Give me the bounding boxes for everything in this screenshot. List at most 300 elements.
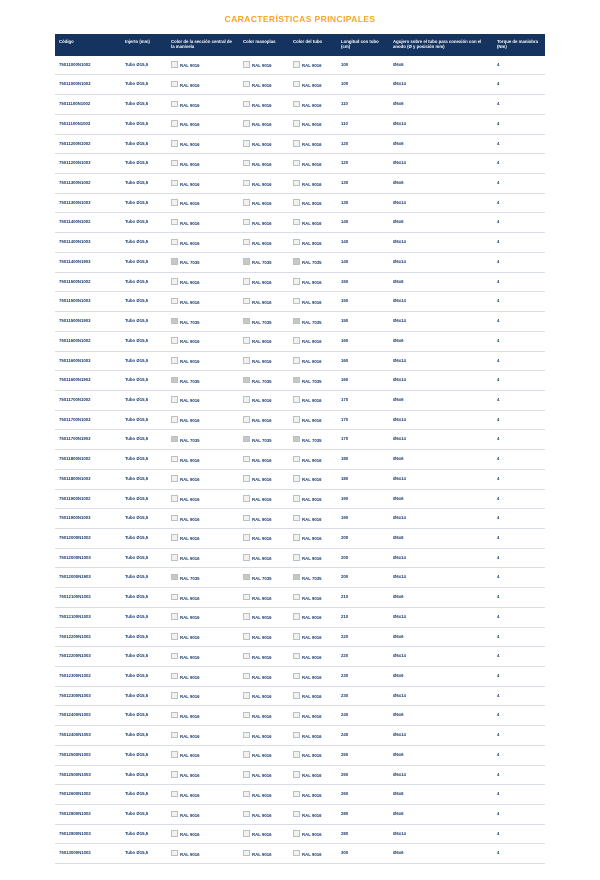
- cell-injerto: Tubo Ø15,5: [121, 193, 167, 213]
- cell-color-seccion-central: [167, 56, 239, 75]
- cell-agujero: Ø6x6: [389, 706, 493, 726]
- color-swatch-icon: [171, 258, 178, 265]
- cell-longitud: 230: [337, 686, 389, 706]
- cell-color-tubo: [289, 824, 337, 844]
- cell-codigo: 75011400N1002: [55, 213, 121, 233]
- cell-color-manoplas: [239, 410, 289, 430]
- color-label: RAL 9016: [302, 82, 322, 88]
- cell-torque: 4: [493, 588, 545, 608]
- cell-color-seccion-central: [167, 509, 239, 529]
- color-label: RAL 9016: [252, 102, 272, 108]
- color-label: RAL 9016: [252, 694, 272, 700]
- color-swatch-icon: [243, 337, 250, 344]
- cell-codigo: 75012100N1002: [55, 588, 121, 608]
- color-swatch-icon: [243, 692, 250, 699]
- table-row: [55, 174, 545, 194]
- cell-codigo: 75011000N1003: [55, 75, 121, 95]
- table-row: [55, 450, 545, 470]
- color-label: RAL 9016: [302, 457, 322, 463]
- cell-codigo: 75012000N1903: [55, 568, 121, 588]
- color-label: RAL 9016: [252, 477, 272, 483]
- cell-color-manoplas: [239, 75, 289, 95]
- color-swatch-icon: [171, 594, 178, 601]
- cell-color-manoplas: [239, 213, 289, 233]
- color-label: RAL 9016: [252, 299, 272, 305]
- cell-color-tubo: [289, 745, 337, 765]
- color-label: RAL 9016: [302, 674, 322, 680]
- cell-color-tubo: [289, 213, 337, 233]
- cell-color-manoplas: [239, 805, 289, 825]
- table-row: [55, 528, 545, 548]
- table-row: [55, 805, 545, 825]
- color-swatch-icon: [293, 219, 300, 226]
- cell-color-tubo: [289, 548, 337, 568]
- color-label: RAL 9016: [180, 595, 200, 601]
- cell-agujero: Ø6x14: [389, 430, 493, 450]
- color-swatch-icon: [293, 337, 300, 344]
- color-swatch-icon: [293, 357, 300, 364]
- cell-torque: 4: [493, 706, 545, 726]
- color-swatch-icon: [293, 554, 300, 561]
- cell-color-tubo: [289, 607, 337, 627]
- color-label: RAL 9016: [252, 516, 272, 522]
- color-swatch-icon: [293, 850, 300, 857]
- color-label: RAL 9016: [302, 181, 322, 187]
- color-label: RAL 9016: [302, 694, 322, 700]
- cell-agujero: Ø6x6: [389, 390, 493, 410]
- cell-agujero: Ø6x6: [389, 213, 493, 233]
- page-title: CARACTERÍSTICAS PRINCIPALES: [224, 14, 376, 24]
- cell-torque: 4: [493, 371, 545, 391]
- cell-color-manoplas: [239, 568, 289, 588]
- cell-longitud: 200: [337, 568, 389, 588]
- color-label: RAL 9016: [302, 102, 322, 108]
- column-header-torque: Torque de maniobra (Nm): [493, 34, 545, 56]
- cell-injerto: Tubo Ø15,5: [121, 588, 167, 608]
- cell-color-tubo: [289, 528, 337, 548]
- color-swatch-icon: [243, 515, 250, 522]
- table-row: [55, 390, 545, 410]
- color-label: RAL 9016: [180, 240, 200, 246]
- table-row: [55, 469, 545, 489]
- cell-injerto: Tubo Ø15,5: [121, 568, 167, 588]
- cell-color-manoplas: [239, 824, 289, 844]
- color-label: RAL 9016: [302, 299, 322, 305]
- color-swatch-icon: [243, 357, 250, 364]
- cell-longitud: 190: [337, 509, 389, 529]
- color-swatch-icon: [171, 337, 178, 344]
- table-row: [55, 667, 545, 687]
- color-label: RAL 9016: [252, 161, 272, 167]
- color-label: RAL 7035: [252, 378, 272, 384]
- color-swatch-icon: [243, 416, 250, 423]
- cell-color-manoplas: [239, 528, 289, 548]
- cell-color-tubo: [289, 331, 337, 351]
- cell-color-tubo: [289, 292, 337, 312]
- color-swatch-icon: [171, 318, 178, 325]
- table-row: [55, 331, 545, 351]
- cell-color-manoplas: [239, 312, 289, 332]
- color-label: RAL 9016: [302, 753, 322, 759]
- cell-injerto: Tubo Ø15,5: [121, 686, 167, 706]
- color-swatch-icon: [171, 574, 178, 581]
- color-swatch-icon: [243, 180, 250, 187]
- cell-torque: 4: [493, 410, 545, 430]
- cell-agujero: Ø6x6: [389, 805, 493, 825]
- cell-color-seccion-central: [167, 607, 239, 627]
- cell-agujero: Ø6x14: [389, 371, 493, 391]
- cell-color-tubo: [289, 588, 337, 608]
- color-swatch-icon: [171, 475, 178, 482]
- cell-injerto: Tubo Ø15,5: [121, 745, 167, 765]
- color-label: RAL 9016: [252, 753, 272, 759]
- color-label: RAL 9016: [252, 280, 272, 286]
- color-swatch-icon: [243, 436, 250, 443]
- cell-torque: 4: [493, 154, 545, 174]
- color-label: RAL 9016: [302, 595, 322, 601]
- cell-color-seccion-central: [167, 706, 239, 726]
- color-swatch-icon: [243, 554, 250, 561]
- cell-torque: 4: [493, 252, 545, 272]
- cell-color-seccion-central: [167, 528, 239, 548]
- cell-longitud: 120: [337, 134, 389, 154]
- color-label: RAL 7035: [252, 260, 272, 266]
- table-row: [55, 114, 545, 134]
- cell-longitud: 140: [337, 233, 389, 253]
- cell-torque: 4: [493, 114, 545, 134]
- cell-color-tubo: [289, 430, 337, 450]
- cell-codigo: 75011300N1002: [55, 174, 121, 194]
- cell-agujero: Ø6x14: [389, 75, 493, 95]
- color-label: RAL 9016: [252, 556, 272, 562]
- cell-torque: 4: [493, 233, 545, 253]
- cell-longitud: 220: [337, 627, 389, 647]
- color-swatch-icon: [293, 239, 300, 246]
- color-swatch-icon: [293, 61, 300, 68]
- cell-color-seccion-central: [167, 75, 239, 95]
- color-label: RAL 9016: [180, 398, 200, 404]
- color-swatch-icon: [293, 199, 300, 206]
- cell-color-manoplas: [239, 588, 289, 608]
- color-swatch-icon: [243, 653, 250, 660]
- cell-agujero: Ø6x6: [389, 627, 493, 647]
- cell-injerto: Tubo Ø15,5: [121, 410, 167, 430]
- cell-injerto: Tubo Ø15,5: [121, 469, 167, 489]
- cell-codigo: 75011400N1003: [55, 233, 121, 253]
- column-header-color-seccion-central: Color de la sección central de la manivela: [167, 34, 239, 56]
- cell-longitud: 210: [337, 588, 389, 608]
- cell-agujero: Ø6x14: [389, 154, 493, 174]
- color-label: RAL 9016: [252, 773, 272, 779]
- cell-longitud: 220: [337, 647, 389, 667]
- cell-agujero: Ø6x6: [389, 489, 493, 509]
- cell-injerto: Tubo Ø15,5: [121, 213, 167, 233]
- color-swatch-icon: [171, 456, 178, 463]
- color-label: RAL 9016: [302, 398, 322, 404]
- color-swatch-icon: [171, 160, 178, 167]
- cell-longitud: 100: [337, 56, 389, 75]
- cell-color-seccion-central: [167, 292, 239, 312]
- cell-color-manoplas: [239, 647, 289, 667]
- color-swatch-icon: [293, 771, 300, 778]
- color-swatch-icon: [293, 377, 300, 384]
- color-label: RAL 7035: [302, 575, 322, 581]
- color-swatch-icon: [293, 101, 300, 108]
- color-label: RAL 7035: [180, 437, 200, 443]
- table-header-row: [55, 34, 545, 56]
- cell-color-manoplas: [239, 765, 289, 785]
- color-swatch-icon: [171, 278, 178, 285]
- color-swatch-icon: [171, 81, 178, 88]
- cell-longitud: 130: [337, 174, 389, 194]
- cell-codigo: 75012100N1003: [55, 607, 121, 627]
- cell-color-tubo: [289, 489, 337, 509]
- cell-color-tubo: [289, 193, 337, 213]
- cell-torque: 4: [493, 805, 545, 825]
- color-label: RAL 7035: [180, 319, 200, 325]
- column-header-color-tubo: Color del tubo: [289, 34, 337, 56]
- cell-longitud: 170: [337, 410, 389, 430]
- cell-codigo: 75011700N1003: [55, 410, 121, 430]
- table-row: [55, 233, 545, 253]
- color-label: RAL 9016: [180, 851, 200, 857]
- cell-codigo: 75011100N1002: [55, 95, 121, 115]
- color-swatch-icon: [293, 456, 300, 463]
- cell-agujero: Ø6x14: [389, 686, 493, 706]
- color-label: RAL 9016: [180, 299, 200, 305]
- cell-injerto: Tubo Ø15,5: [121, 114, 167, 134]
- cell-torque: 4: [493, 686, 545, 706]
- color-label: RAL 9016: [302, 733, 322, 739]
- cell-color-manoplas: [239, 489, 289, 509]
- cell-color-tubo: [289, 56, 337, 75]
- table-row: [55, 489, 545, 509]
- color-label: RAL 9016: [302, 615, 322, 621]
- cell-color-manoplas: [239, 667, 289, 687]
- color-label: RAL 9016: [180, 142, 200, 148]
- color-swatch-icon: [243, 258, 250, 265]
- cell-torque: 4: [493, 213, 545, 233]
- cell-agujero: Ø6x14: [389, 469, 493, 489]
- cell-codigo: 75011400N1903: [55, 252, 121, 272]
- color-swatch-icon: [171, 673, 178, 680]
- color-label: RAL 9016: [302, 773, 322, 779]
- color-label: RAL 9016: [252, 812, 272, 818]
- color-swatch-icon: [243, 791, 250, 798]
- cell-codigo: 75011600N1903: [55, 371, 121, 391]
- cell-longitud: 150: [337, 292, 389, 312]
- cell-color-manoplas: [239, 469, 289, 489]
- cell-codigo: 75012000N1003: [55, 548, 121, 568]
- table-row: [55, 548, 545, 568]
- color-swatch-icon: [293, 318, 300, 325]
- cell-color-seccion-central: [167, 134, 239, 154]
- cell-agujero: Ø6x14: [389, 292, 493, 312]
- cell-longitud: 100: [337, 75, 389, 95]
- cell-codigo: 75011100N1003: [55, 114, 121, 134]
- cell-torque: 4: [493, 56, 545, 75]
- cell-color-seccion-central: [167, 252, 239, 272]
- color-label: RAL 9016: [302, 63, 322, 69]
- cell-agujero: Ø6x6: [389, 331, 493, 351]
- cell-codigo: 75011700N1002: [55, 390, 121, 410]
- color-swatch-icon: [243, 239, 250, 246]
- cell-injerto: Tubo Ø15,5: [121, 351, 167, 371]
- color-label: RAL 9016: [252, 63, 272, 69]
- color-swatch-icon: [171, 613, 178, 620]
- color-swatch-icon: [243, 298, 250, 305]
- cell-color-tubo: [289, 726, 337, 746]
- cell-color-manoplas: [239, 844, 289, 864]
- color-label: RAL 9016: [180, 812, 200, 818]
- cell-injerto: Tubo Ø15,5: [121, 56, 167, 75]
- cell-injerto: Tubo Ø15,5: [121, 75, 167, 95]
- cell-agujero: Ø6x6: [389, 745, 493, 765]
- cell-color-seccion-central: [167, 371, 239, 391]
- color-label: RAL 9016: [252, 201, 272, 207]
- color-label: RAL 9016: [252, 674, 272, 680]
- cell-torque: 4: [493, 765, 545, 785]
- cell-color-seccion-central: [167, 627, 239, 647]
- color-swatch-icon: [293, 495, 300, 502]
- color-label: RAL 7035: [252, 319, 272, 325]
- table-row: [55, 686, 545, 706]
- cell-color-manoplas: [239, 607, 289, 627]
- table-row: [55, 213, 545, 233]
- color-label: RAL 9016: [252, 733, 272, 739]
- color-swatch-icon: [243, 396, 250, 403]
- cell-color-seccion-central: [167, 469, 239, 489]
- cell-torque: 4: [493, 844, 545, 864]
- cell-injerto: Tubo Ø15,5: [121, 509, 167, 529]
- color-swatch-icon: [293, 515, 300, 522]
- cell-codigo: 75012400N1002: [55, 706, 121, 726]
- color-swatch-icon: [171, 140, 178, 147]
- color-swatch-icon: [171, 219, 178, 226]
- color-label: RAL 9016: [302, 122, 322, 128]
- cell-longitud: 170: [337, 430, 389, 450]
- color-label: RAL 9016: [180, 713, 200, 719]
- cell-agujero: Ø6x6: [389, 56, 493, 75]
- color-swatch-icon: [293, 594, 300, 601]
- cell-torque: 4: [493, 312, 545, 332]
- color-label: RAL 9016: [180, 733, 200, 739]
- color-swatch-icon: [293, 732, 300, 739]
- color-swatch-icon: [243, 495, 250, 502]
- cell-color-tubo: [289, 134, 337, 154]
- cell-agujero: Ø6x14: [389, 233, 493, 253]
- color-label: RAL 9016: [252, 792, 272, 798]
- color-swatch-icon: [243, 633, 250, 640]
- cell-torque: 4: [493, 95, 545, 115]
- cell-torque: 4: [493, 292, 545, 312]
- cell-torque: 4: [493, 745, 545, 765]
- color-swatch-icon: [171, 830, 178, 837]
- color-swatch-icon: [243, 101, 250, 108]
- color-swatch-icon: [243, 811, 250, 818]
- cell-longitud: 250: [337, 745, 389, 765]
- cell-injerto: Tubo Ø15,5: [121, 154, 167, 174]
- color-label: RAL 9016: [252, 359, 272, 364]
- color-label: RAL 9016: [252, 713, 272, 719]
- cell-color-manoplas: [239, 450, 289, 470]
- cell-color-tubo: [289, 75, 337, 95]
- column-header-longitud: Longitud con tubo (cm): [337, 34, 389, 56]
- cell-color-seccion-central: [167, 95, 239, 115]
- cell-injerto: Tubo Ø15,5: [121, 528, 167, 548]
- table-row: [55, 824, 545, 844]
- color-label: RAL 9016: [180, 359, 200, 364]
- color-label: RAL 9016: [252, 654, 272, 660]
- color-label: RAL 9016: [252, 240, 272, 246]
- color-swatch-icon: [243, 594, 250, 601]
- color-swatch-icon: [171, 180, 178, 187]
- cell-color-manoplas: [239, 252, 289, 272]
- color-label: RAL 9016: [180, 635, 200, 641]
- color-swatch-icon: [243, 61, 250, 68]
- cell-agujero: Ø6x14: [389, 509, 493, 529]
- color-label: RAL 9016: [302, 654, 322, 660]
- color-label: RAL 9016: [252, 536, 272, 542]
- cell-color-manoplas: [239, 351, 289, 371]
- color-label: RAL 9016: [252, 595, 272, 601]
- cell-longitud: 130: [337, 193, 389, 213]
- table-row: [55, 134, 545, 154]
- cell-longitud: 190: [337, 489, 389, 509]
- color-label: RAL 9016: [180, 694, 200, 700]
- color-swatch-icon: [243, 377, 250, 384]
- color-label: RAL 9016: [302, 713, 322, 719]
- cell-agujero: Ø6x14: [389, 410, 493, 430]
- cell-color-seccion-central: [167, 390, 239, 410]
- color-label: RAL 9016: [252, 82, 272, 88]
- cell-injerto: Tubo Ø15,5: [121, 252, 167, 272]
- color-swatch-icon: [243, 850, 250, 857]
- color-swatch-icon: [243, 830, 250, 837]
- cell-torque: 4: [493, 134, 545, 154]
- cell-color-tubo: [289, 627, 337, 647]
- color-swatch-icon: [293, 475, 300, 482]
- cell-torque: 4: [493, 667, 545, 687]
- color-label: RAL 9016: [302, 280, 322, 286]
- cell-longitud: 160: [337, 371, 389, 391]
- color-label: RAL 9016: [252, 142, 272, 148]
- color-label: RAL 9016: [180, 832, 200, 838]
- color-swatch-icon: [171, 377, 178, 384]
- cell-longitud: 110: [337, 114, 389, 134]
- cell-codigo: 75011500N1903: [55, 312, 121, 332]
- color-label: RAL 9016: [302, 792, 322, 798]
- cell-color-manoplas: [239, 430, 289, 450]
- color-swatch-icon: [243, 751, 250, 758]
- cell-color-manoplas: [239, 95, 289, 115]
- table-row: [55, 56, 545, 75]
- cell-longitud: 140: [337, 252, 389, 272]
- cell-injerto: Tubo Ø15,5: [121, 134, 167, 154]
- color-swatch-icon: [243, 278, 250, 285]
- cell-torque: 4: [493, 450, 545, 470]
- color-swatch-icon: [171, 850, 178, 857]
- color-swatch-icon: [171, 771, 178, 778]
- cell-color-manoplas: [239, 233, 289, 253]
- color-swatch-icon: [171, 751, 178, 758]
- cell-color-seccion-central: [167, 410, 239, 430]
- cell-color-tubo: [289, 410, 337, 430]
- color-label: RAL 9016: [180, 792, 200, 798]
- cell-color-tubo: [289, 667, 337, 687]
- color-label: RAL 9016: [180, 477, 200, 483]
- cell-color-seccion-central: [167, 765, 239, 785]
